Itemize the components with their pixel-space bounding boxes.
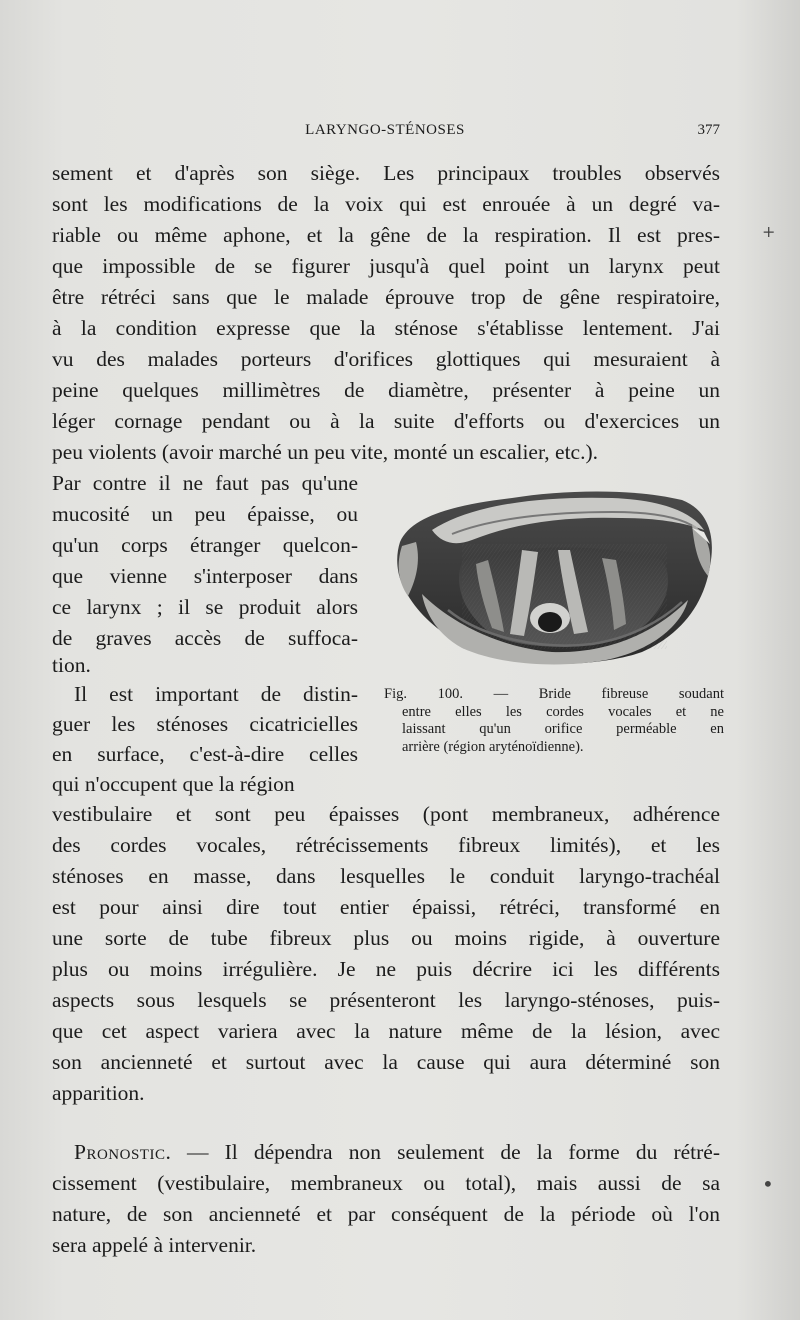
text-line: sténoses en masse, dans lesquelles le conduit laryngo-trachéal (52, 864, 720, 888)
text-line: des cordes vocales, rétrécissements fibreux limités), et les (52, 833, 720, 857)
text-line: Par contre il ne faut pas qu'une (52, 471, 358, 495)
text-line: Il est important de distin- (74, 682, 358, 706)
text-line: être rétréci sans que le malade éprouve trop de gêne respiratoire, (52, 285, 720, 309)
text-line: riable ou même aphone, et la gêne de la respiration. Il est pres- (52, 223, 720, 247)
caption-line: laissant qu'un orifice perméable en (402, 721, 724, 737)
text-line: nature, de son ancienneté et par conséquent de la période où l'on (52, 1202, 720, 1226)
text-line: plus ou moins irrégulière. Je ne puis décrire ici les différents (52, 957, 720, 981)
text-line: vestibulaire et sont peu épaisses (pont membraneux, adhérence (52, 802, 720, 826)
text-line: aspects sous lesquels se présenteront les laryngo-sténoses, puis- (52, 988, 720, 1012)
text-line: ce larynx ; il se produit alors (52, 595, 358, 619)
text-line: vu des malades porteurs d'orifices glottiques qui mesuraient à (52, 347, 720, 371)
text-line: que cet aspect variera avec la nature même de la lésion, avec (52, 1019, 720, 1043)
running-head: LARYNGO-STÉNOSES (305, 122, 465, 138)
caption-line: entre elles les cordes vocales et ne (402, 703, 724, 720)
text-line: léger cornage pendant ou à la suite d'efforts ou d'exercices un (52, 409, 720, 433)
text-line: guer les sténoses cicatricielles (52, 712, 358, 736)
pronostic-first-line (52, 1137, 720, 1168)
text-line: sement et d'après son siège. Les principaux troubles observés (52, 161, 720, 185)
text-line: que impossible de se figurer jusqu'à quel point un larynx peut (52, 254, 720, 278)
text-line: en surface, c'est-à-dire celles (52, 742, 358, 766)
page-number: 377 (697, 122, 720, 138)
text-line: que vienne s'interposer dans (52, 564, 358, 588)
text-line: apparition. (52, 1081, 145, 1105)
text-line: son ancienneté et surtout avec la cause qui aura déterminé son (52, 1050, 720, 1074)
caption-line: arrière (région aryténoïdienne). (402, 738, 584, 755)
text-line: tion. (52, 653, 91, 677)
text-line: une sorte de tube fibreux plus ou moins rigide, à ouverture (52, 926, 720, 950)
text-line: qu'un corps étranger quelcon- (52, 533, 358, 557)
text-line: à la condition expresse que la sténose s'établisse lentement. J'ai (52, 316, 720, 340)
pronostic-line: . — Il dépendra non seulement de la forme du rétré- (165, 1140, 720, 1164)
margin-dot: • (762, 1172, 774, 1196)
larynx-engraving (392, 484, 718, 670)
text-line: sont les modifications de la voix qui est enrouée à un degré va- (52, 192, 720, 216)
text-line: de graves accès de suffoca- (52, 626, 358, 650)
figure-caption (384, 686, 724, 756)
text-line: est pour ainsi dire tout entier épaissi, rétréci, transformé en (52, 895, 720, 919)
text-line: peu violents (avoir marché un peu vite, monté un escalier, etc.). (52, 440, 598, 464)
page-header (50, 118, 720, 144)
larynx-illustration (392, 484, 718, 670)
caption-line: Fig. 100. — Bride fibreuse soudant (384, 686, 724, 702)
text-line: cissement (vestibulaire, membraneux ou total), mais aussi de sa (52, 1171, 720, 1195)
margin-mark: + (762, 222, 776, 241)
text-line: qui n'occupent que la région (52, 772, 295, 796)
text-line: mucosité un peu épaisse, ou (52, 502, 358, 526)
text-line: peine quelques millimètres de diamètre, présenter à peine un (52, 378, 720, 402)
text-line: sera appelé à intervenir. (52, 1233, 257, 1257)
pronostic-heading: Pronostic (74, 1140, 166, 1164)
